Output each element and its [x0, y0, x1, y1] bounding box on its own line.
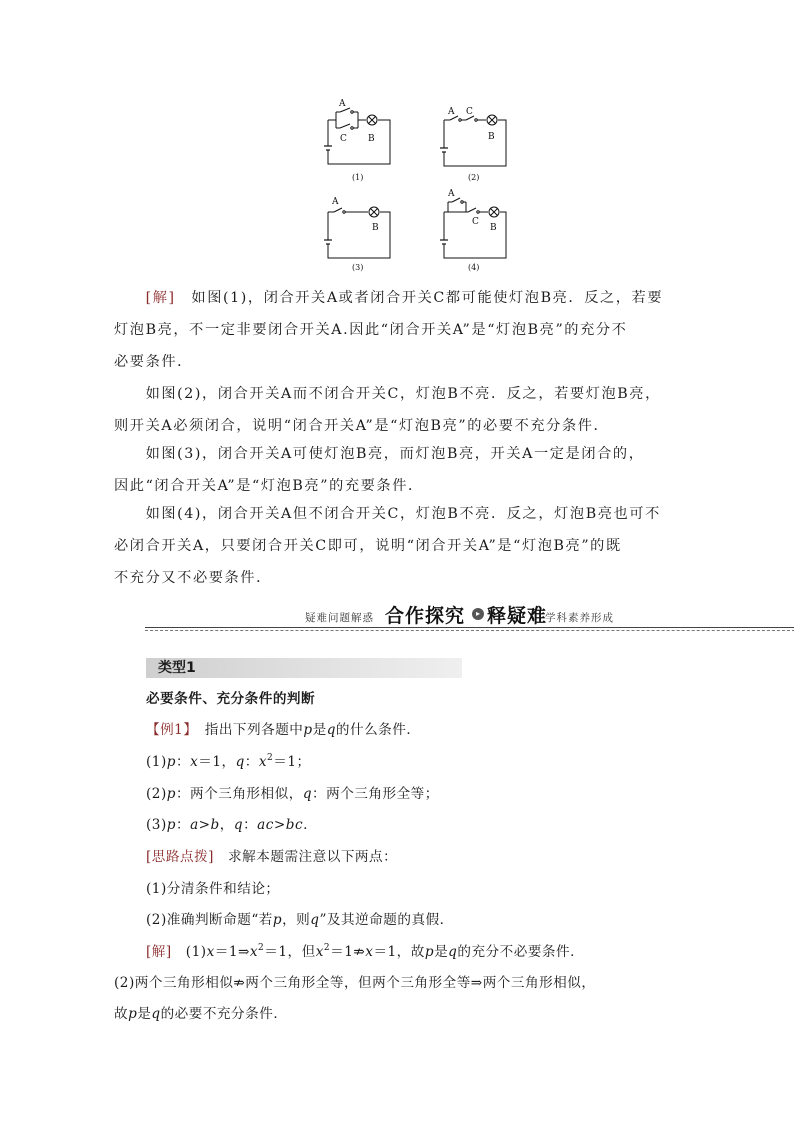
- var: a>b: [190, 817, 220, 833]
- text: ：两个三角形全等；: [312, 786, 439, 802]
- var: p: [166, 786, 176, 802]
- var: p: [166, 817, 176, 833]
- text: ，: [219, 817, 234, 833]
- text: (2): [146, 786, 167, 802]
- text-line: 则开关A必须闭合，说明“闭合开关A”是“灯泡B亮”的必要不充分条件．: [114, 418, 610, 434]
- text: 的什么条件．: [335, 722, 421, 738]
- text-line: 必闭合开关A，只要闭合开关C即可，说明“闭合开关A”是“灯泡B亮”的既: [114, 538, 622, 554]
- lamp-b-label: B: [372, 223, 379, 233]
- lamp-b-label: B: [368, 134, 375, 144]
- sup: 2: [323, 943, 331, 953]
- hint-line: [146, 849, 706, 865]
- var: x: [365, 944, 374, 960]
- switch-c-label: C: [472, 217, 479, 227]
- section-heading: 必要条件、充分条件的判断: [146, 691, 316, 707]
- var: q: [233, 817, 244, 833]
- text-line: 如图(1)，闭合开关A或者闭合开关C都可能使灯泡B亮．反之，若要: [175, 290, 664, 306]
- hint-2: [146, 912, 706, 928]
- item-3: [146, 817, 706, 833]
- circuit-diagram-2: [436, 104, 526, 182]
- text: 是: [137, 1006, 152, 1022]
- solution-1: [146, 944, 706, 960]
- text: ：: [243, 817, 258, 833]
- text: (1): [146, 754, 167, 770]
- var: p: [272, 912, 283, 928]
- switch-c-label: C: [466, 107, 473, 117]
- text: ＝1，: [198, 754, 236, 770]
- var: p: [424, 944, 435, 960]
- sup: 2: [258, 943, 265, 953]
- solution-tag: [解]: [145, 290, 176, 306]
- text-line: 因此“闭合开关A”是“灯泡B亮”的充要条件．: [114, 478, 424, 494]
- var: x: [206, 944, 215, 960]
- diagram-caption: (1): [352, 173, 364, 182]
- var: x: [190, 754, 199, 770]
- type-label-bar: [146, 658, 462, 678]
- diagram-caption: (4): [468, 263, 480, 272]
- banner-left-text: 疑难问题解惑: [305, 612, 374, 624]
- var: x: [258, 754, 268, 770]
- solution-tag: [解]: [146, 944, 172, 960]
- text: 的必要不充分条件．: [160, 1006, 288, 1022]
- circuit-diagram-1: [318, 98, 408, 180]
- solution-2-line-1: (2)两个三角形相似⇏两个三角形全等，但两个三角形全等⇒两个三角形相似，: [114, 975, 596, 991]
- diagram-caption: (3): [352, 263, 364, 272]
- example-tag: 【例1】: [146, 722, 191, 738]
- lamp-b-label: B: [490, 223, 497, 233]
- var: q: [310, 912, 320, 928]
- text: ”及其逆命题的真假．: [319, 912, 454, 928]
- text: ＝1，故: [373, 944, 425, 960]
- text: ＝1；: [273, 754, 311, 770]
- circuit-diagram-4: [436, 190, 526, 272]
- switch-a-label: A: [448, 189, 455, 199]
- text: ：: [244, 754, 259, 770]
- var: q: [235, 754, 245, 770]
- var: p: [303, 722, 313, 738]
- divider: [145, 627, 794, 628]
- var: q: [326, 722, 336, 738]
- text: ＝1，但: [264, 944, 316, 960]
- switch-a-label: A: [448, 107, 455, 117]
- text-line: 灯泡B亮，不一定非要闭合开关A.因此“闭合开关A”是“灯泡B亮”的充分不: [114, 322, 628, 338]
- var: q: [302, 786, 313, 802]
- text-line: 必要条件．: [114, 354, 193, 370]
- diagram-caption: (2): [468, 173, 480, 182]
- hint-1: (1)分清条件和结论；: [146, 881, 280, 897]
- switch-a-label: A: [339, 99, 346, 109]
- section-banner: [145, 600, 794, 632]
- solution-paragraph-3: [114, 438, 684, 502]
- banner-title-2: 释疑难: [487, 605, 548, 627]
- solution-paragraph-4: [114, 498, 684, 594]
- var: ac>bc: [257, 817, 304, 833]
- var: x: [315, 944, 324, 960]
- var: p: [128, 1006, 138, 1022]
- solution-paragraph-2: [114, 378, 684, 442]
- text-line: 不充分又不必要条件．: [114, 570, 272, 586]
- text: 是: [312, 722, 327, 738]
- var: x: [249, 944, 259, 960]
- switch-a-label: A: [332, 197, 339, 207]
- text-line: 如图(3)，闭合开关A可使灯泡B亮，而灯泡B亮，开关A一定是闭合的，: [114, 446, 645, 462]
- switch-c-label: C: [340, 134, 347, 144]
- hint-tag: [思路点拨]: [146, 849, 214, 865]
- item-1: [146, 754, 706, 770]
- text: 的充分不必要条件．: [457, 944, 585, 960]
- var: p: [166, 754, 176, 770]
- item-2: [146, 786, 706, 802]
- divider: [145, 630, 794, 631]
- text: ＝1⇏: [330, 944, 366, 960]
- sup: 2: [267, 753, 274, 763]
- text: 求解本题需注意以下两点：: [213, 849, 398, 865]
- lamp-b-label: B: [488, 132, 495, 142]
- text: ：: [175, 817, 191, 833]
- text-line: 如图(2)，闭合开关A而不闭合开关C，灯泡B不亮．反之，若要灯泡B亮，: [114, 386, 661, 402]
- banner-right-text: 学科素养形成: [545, 612, 614, 624]
- example-line: [146, 722, 706, 738]
- var: q: [151, 1006, 161, 1022]
- text: ＝1⇒: [214, 944, 250, 960]
- text: (2)准确判断命题“若: [146, 912, 273, 928]
- text: .: [303, 817, 308, 833]
- text: (3): [146, 817, 167, 833]
- var: q: [448, 944, 458, 960]
- text: ：: [175, 754, 191, 770]
- solution-2-line-2: [114, 1006, 674, 1022]
- text: ，则: [282, 912, 311, 928]
- text: 故: [114, 1006, 129, 1022]
- text-line: 如图(4)，闭合开关A但不闭合开关C，灯泡B不亮．反之，灯泡B亮也可不: [114, 506, 661, 522]
- type-label: 类型1: [158, 660, 196, 676]
- arrow-icon: ▸: [472, 608, 484, 620]
- solution-paragraph-1: [114, 282, 684, 378]
- text: 是: [434, 944, 449, 960]
- text: (1): [171, 944, 207, 960]
- banner-title: 合作探究: [385, 605, 466, 627]
- text: 指出下列各题中: [190, 722, 304, 738]
- circuit-diagram-3: [318, 190, 408, 272]
- text: ：两个三角形相似，: [175, 786, 303, 802]
